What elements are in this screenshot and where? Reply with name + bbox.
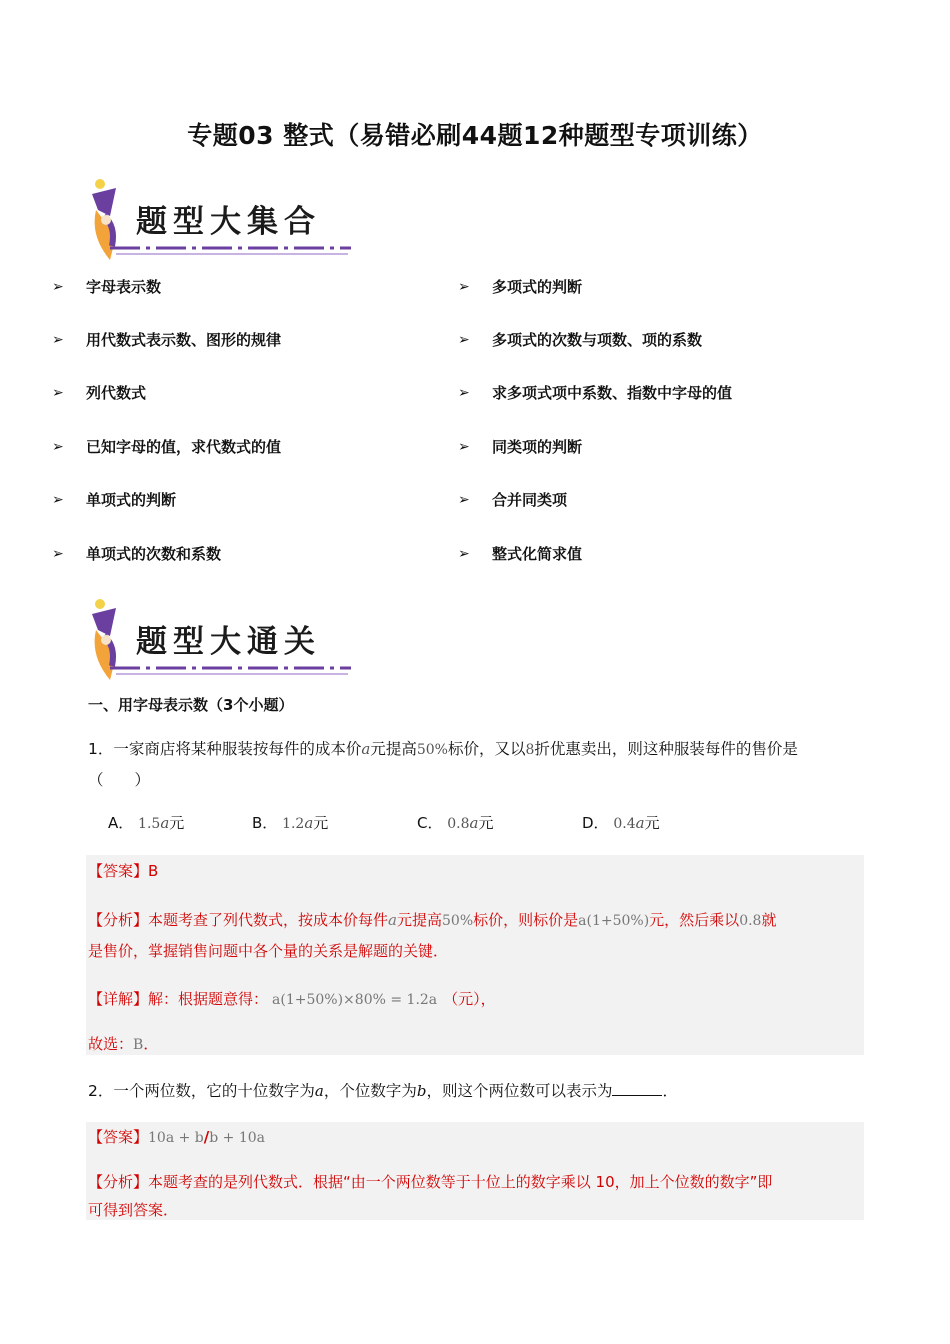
detail-line: 【详解】解：根据题意得： a(1+50%)×80% = 1.2a （元），	[88, 990, 496, 1008]
answer-line: 【答案】B	[88, 862, 159, 880]
category-item: ➢ 已知字母的值，求代数式的值	[52, 438, 282, 456]
category-item: ➢ 同类项的判断	[458, 438, 583, 456]
category-item: ➢ 多项式的判断	[458, 278, 583, 296]
question-2: 2．一个两位数，它的十位数字为a，个位数字为b，则这个两位数可以表示为 ．	[88, 1076, 868, 1106]
option-d: D． 0.4a元	[582, 814, 660, 832]
arrow-bullet-icon: ➢	[52, 331, 64, 348]
category-item: ➢ 单项式的判断	[52, 491, 177, 509]
answer-line: 【答案】10a + b/b + 10a	[88, 1128, 266, 1146]
arrow-bullet-icon: ➢	[52, 278, 64, 295]
arrow-bullet-icon: ➢	[458, 384, 470, 401]
category-item: ➢ 多项式的次数与项数、项的系数	[458, 331, 703, 349]
analysis-paragraph: 【分析】本题考查了列代数式，按成本价每件a元提高50%标价，则标价是a(1+50%)元，然后乘以0.8就 是售价，掌握销售问题中各个量的关系是解题的关键．	[88, 911, 777, 960]
category-item: ➢ 单项式的次数和系数	[52, 545, 222, 563]
banner-label: 题型大通关	[136, 624, 321, 660]
arrow-bullet-icon: ➢	[52, 438, 64, 455]
arrow-bullet-icon: ➢	[458, 438, 470, 455]
category-item: ➢ 合并同类项	[458, 491, 568, 509]
analysis-paragraph: 【分析】本题考查的是列代数式．根据“由一个两位数等于十位上的数字乘以 10，加上个位数的数字”即 可得到答案．	[88, 1173, 773, 1219]
option-a: A． 1.5a元	[108, 814, 185, 832]
page-title: 专题03 整式（易错必刷44题12种题型专项训练）	[187, 121, 763, 150]
category-item: ➢ 求多项式项中系数、指数中字母的值	[458, 384, 733, 402]
answer-box-q2	[86, 1122, 864, 1220]
category-item: ➢ 列代数式	[52, 384, 147, 402]
arrow-bullet-icon: ➢	[52, 545, 64, 562]
section-heading: 一、用字母表示数（3个小题）	[88, 696, 294, 714]
answer-blank	[612, 1079, 662, 1096]
arrow-bullet-icon: ➢	[458, 278, 470, 295]
option-c: C． 0.8a元	[417, 814, 494, 832]
answer-box-q1	[86, 855, 864, 1055]
choice-line: 故选：B．	[88, 1035, 159, 1053]
banner-question-types	[86, 176, 356, 268]
category-item: ➢ 字母表示数	[52, 278, 162, 296]
category-item: ➢ 整式化简求值	[458, 545, 583, 563]
banner-question-practice	[86, 596, 356, 688]
arrow-bullet-icon: ➢	[458, 545, 470, 562]
option-b: B． 1.2a元	[252, 814, 329, 832]
category-item: ➢ 用代数式表示数、图形的规律	[52, 331, 282, 349]
arrow-bullet-icon: ➢	[458, 491, 470, 508]
arrow-bullet-icon: ➢	[458, 331, 470, 348]
arrow-bullet-icon: ➢	[52, 384, 64, 401]
question-1: 1．一家商店将某种服装按每件的成本价a元提高50%标价，又以8折优惠卖出，则这种服装每件的售价是 （ ）	[88, 740, 798, 789]
arrow-bullet-icon: ➢	[52, 491, 64, 508]
banner-label: 题型大集合	[136, 204, 321, 240]
